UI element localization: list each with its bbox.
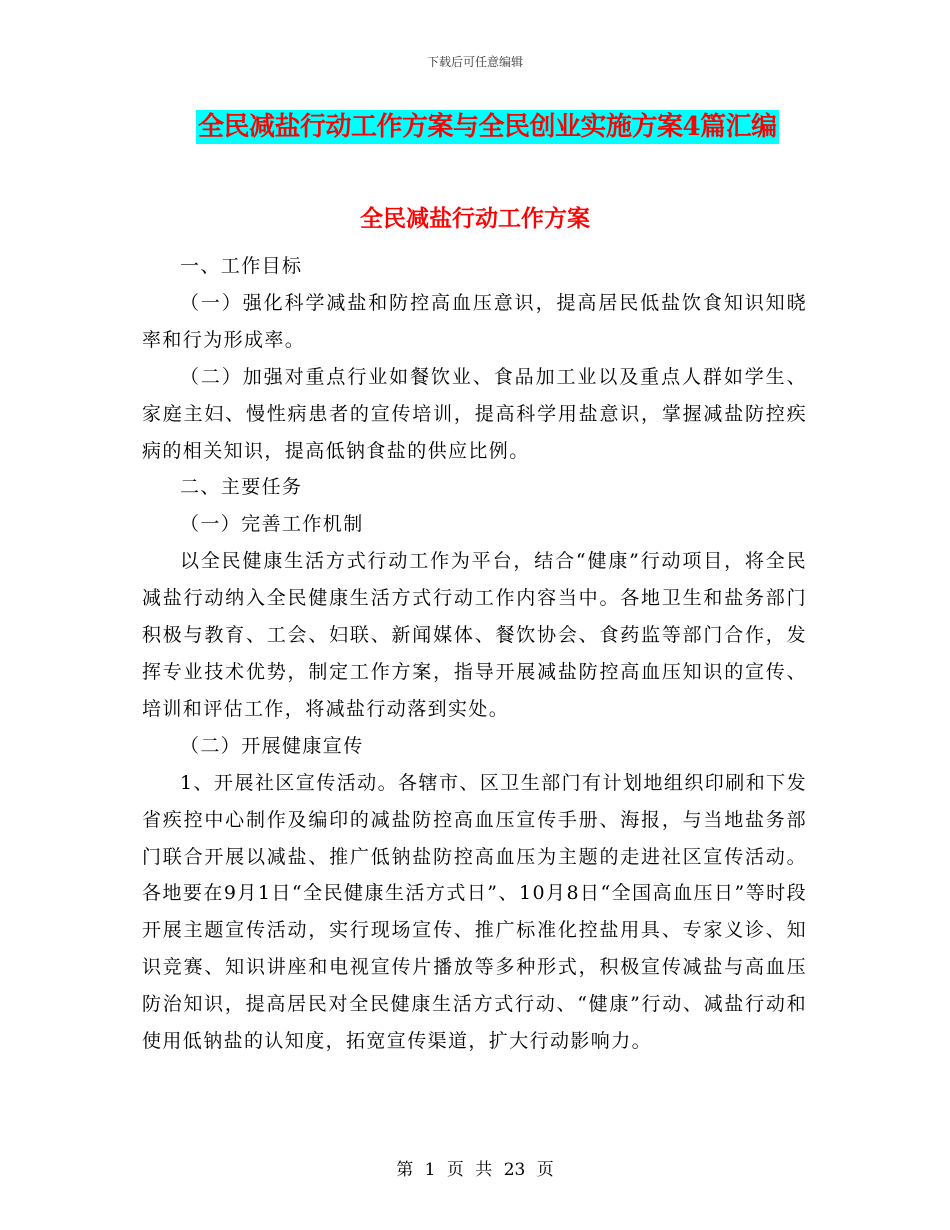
heading-main-tasks: 二、主要任务 [180, 476, 303, 499]
paragraph-work-mechanism: 以全民健康生活方式行动工作为平台，结合“健康”行动项目，将全民减盐行动纳入全民健康生活方式行动工作内容当中。各地卫生和盐务部门积极与教育、工会、妇联、新闻媒体、餐饮协会、食药监等部门合作，发挥专业技术优势，制定工作方案，指导开展减盐防控高血压知识的宣传、培训和评估工作，将减盐行动落到实处。 [142, 550, 807, 720]
section-title: 全民减盐行动工作方案 [360, 205, 590, 232]
paragraph-community-campaign: 1、开展社区宣传活动。各辖市、区卫生部门有计划地组织印刷和下发省疾控中心制作及编印的减盐防控高血压宣传手册、海报，与当地盐务部门联合开展以减盐、推广低钠盐防控高血压为主题的走进社区宣传活动。各地要在9月1日“全民健康生活方式日”、10月8日“全国高血压日”等时段开展主题宣传活动，实行现场宣传、推广标准化控盐用具、专家义诊、知识竞赛、知识讲座和电视宣传片播放等多种形式，积极宣传减盐与高血压防治知识，提高居民对全民健康生活方式行动、“健康”行动、减盐行动和使用低钠盐的认知度，拓宽宣传渠道，扩大行动影响力。 [142, 771, 807, 1053]
document-title: 全民减盐行动工作方案与全民创业实施方案4篇汇编 [198, 112, 777, 142]
header-note: 下载后可任意编辑 [426, 55, 523, 69]
subheading-health-promotion: （二）开展健康宣传 [180, 734, 364, 757]
document-body [142, 248, 807, 1060]
paragraph-goal-2: （二）加强对重点行业如餐饮业、食品加工业以及重点人群如学生、家庭主妇、慢性病患者的宣传培训，提高科学用盐意识，掌握减盐防控疾病的相关知识，提高低钠食盐的供应比例。 [142, 365, 807, 462]
subheading-work-mechanism: （一）完善工作机制 [180, 513, 364, 536]
page-footer: 第 1 页 共 23 页 [396, 1160, 554, 1180]
heading-work-goals: 一、工作目标 [180, 255, 303, 277]
paragraph-goal-1: （一）强化科学减盐和防控高血压意识，提高居民低盐饮食知识知晓率和行为形成率。 [142, 291, 807, 351]
